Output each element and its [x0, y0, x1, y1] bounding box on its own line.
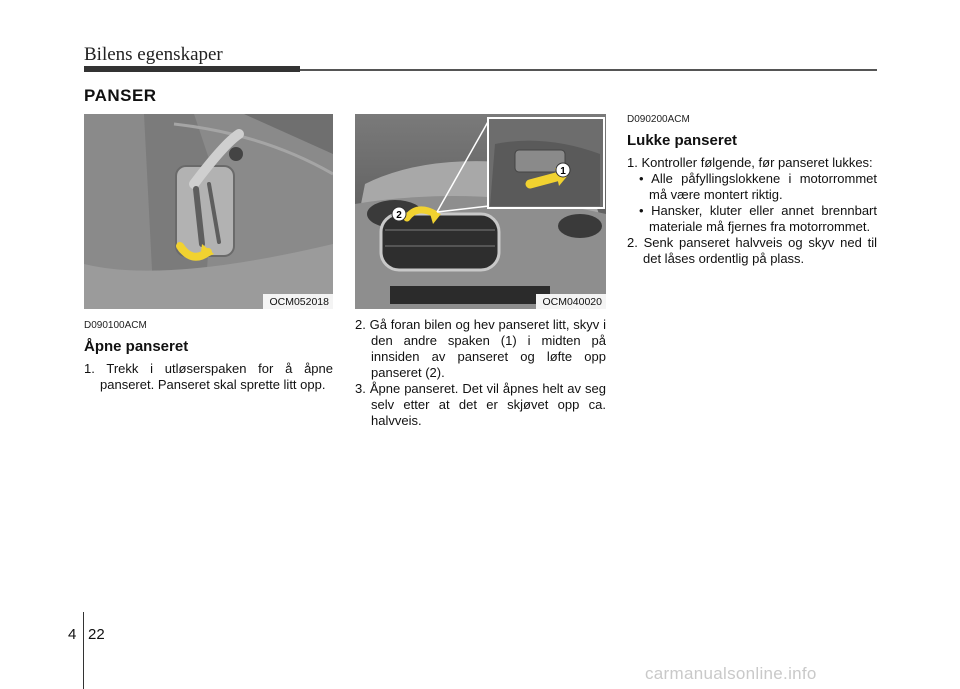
section-code: D090200ACM: [627, 114, 690, 125]
photo-caption: OCM040020: [536, 294, 606, 309]
close-bullet-1: • Alle påfyllingslokkene i motorrommet må være montert riktig.: [639, 171, 877, 202]
watermark: carmanualsonline.info: [645, 664, 817, 683]
header-rule-thin: [300, 69, 877, 71]
car-front-illustration: [355, 114, 606, 309]
footer-divider: [83, 612, 84, 689]
car-front-photo: [355, 114, 606, 309]
open-step-3: 3. Åpne panseret. Det vil åpnes helt av seg selv etter at det er skjøvet opp ca. halvveis.: [355, 381, 606, 428]
callout-1: 1: [560, 166, 566, 177]
header-rule-thick: [84, 66, 300, 72]
close-step-1: 1. Kontroller følgende, før panseret lukkes:: [627, 155, 873, 170]
chapter-title: Bilens egenskaper: [84, 44, 223, 65]
close-hood-heading: Lukke panseret: [627, 132, 738, 149]
close-step-2: 2. Senk panseret halvveis og skyv ned til det låses ordentlig på plass.: [627, 235, 877, 266]
photo-caption: OCM052018: [263, 294, 333, 309]
section-title: PANSER: [84, 86, 157, 105]
hood-release-photo: [84, 114, 333, 309]
chapter-number: 4: [68, 626, 77, 643]
open-hood-heading: Åpne panseret: [84, 338, 189, 355]
open-step-1: 1. Trekk i utløserspaken for å åpne panseret. Panseret skal sprette litt opp.: [84, 361, 333, 392]
hood-release-illustration: [84, 114, 333, 309]
section-code: D090100ACM: [84, 320, 147, 331]
close-bullet-2: • Hansker, kluter eller annet brennbart materiale må fjernes fra motorrommet.: [639, 203, 877, 234]
close-hood-section: [627, 112, 877, 267]
open-step-2: 2. Gå foran bilen og hev panseret litt, skyv i den andre spaken (1) i midten på innsiden av panseret og løfte opp panseret (2).: [355, 317, 606, 380]
callout-2: 2: [396, 210, 402, 221]
page-number: 22: [88, 626, 105, 643]
open-hood-continued: [355, 317, 606, 429]
open-hood-section: [84, 318, 333, 393]
